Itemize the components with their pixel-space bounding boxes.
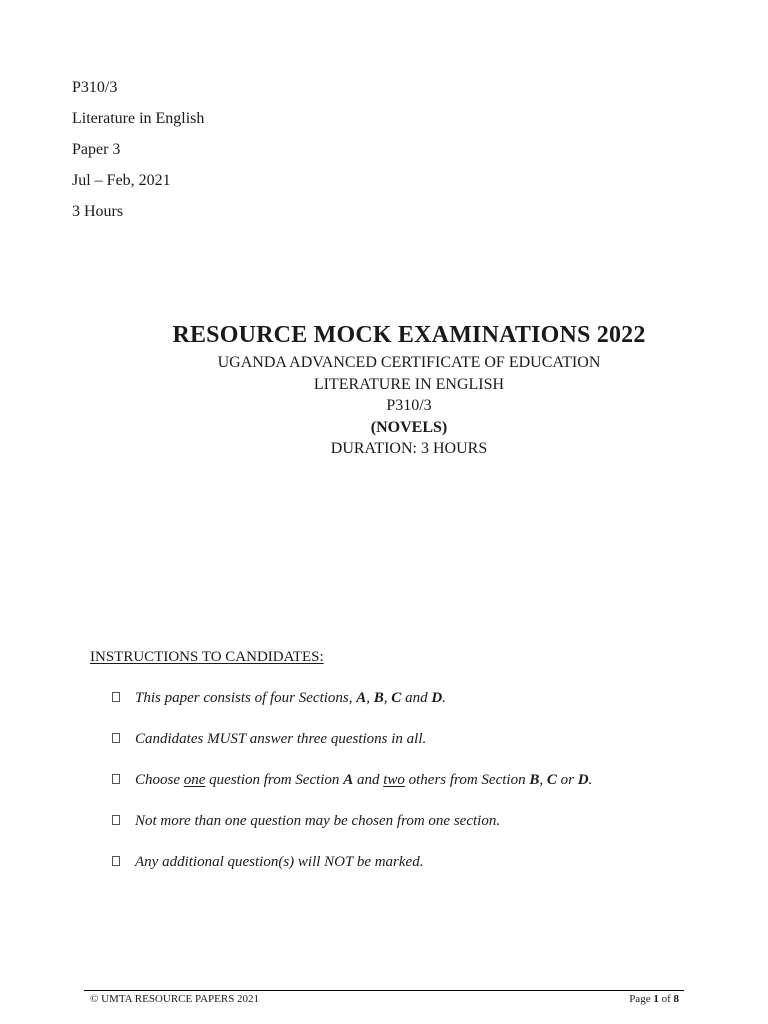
exam-subject: LITERATURE IN ENGLISH bbox=[313, 375, 505, 393]
footer-divider bbox=[84, 990, 684, 991]
instructions-section bbox=[90, 646, 593, 892]
instruction-text: Not more than one question may be chosen from one section. bbox=[135, 813, 501, 829]
bullet-box-icon bbox=[112, 692, 120, 702]
paper-header bbox=[72, 72, 204, 227]
instruction-item bbox=[90, 687, 446, 728]
paper-code: P310/3 bbox=[72, 79, 118, 96]
instruction-text: Any additional question(s) will NOT be marked. bbox=[135, 854, 424, 870]
instruction-item bbox=[90, 810, 501, 851]
exam-title: RESOURCE MOCK EXAMINATIONS 2022 bbox=[172, 322, 646, 348]
title-block bbox=[0, 318, 768, 460]
bullet-box-icon bbox=[112, 774, 120, 784]
instruction-text: Choose one question from Section A and two others from Section B, C or D. bbox=[135, 772, 593, 788]
bullet-box-icon bbox=[112, 856, 120, 866]
exam-board: UGANDA ADVANCED CERTIFICATE OF EDUCATION bbox=[217, 354, 601, 371]
instruction-item bbox=[90, 851, 424, 892]
bullet-box-icon bbox=[112, 733, 120, 743]
instruction-text: This paper consists of four Sections, A, B, C and D. bbox=[135, 690, 446, 706]
exam-code: P310/3 bbox=[386, 397, 432, 414]
instructions-heading: INSTRUCTIONS TO CANDIDATES: bbox=[90, 649, 324, 665]
page-number: Page 1 of 8 bbox=[629, 993, 679, 1005]
instruction-item bbox=[90, 769, 593, 810]
paper-duration: 3 Hours bbox=[72, 203, 124, 220]
paper-date: Jul – Feb, 2021 bbox=[72, 172, 171, 189]
instruction-text: Candidates MUST answer three questions in all. bbox=[135, 731, 427, 747]
exam-duration: DURATION: 3 HOURS bbox=[330, 440, 488, 457]
paper-number: Paper 3 bbox=[72, 141, 121, 158]
paper-subject: Literature in English bbox=[72, 110, 205, 127]
instruction-item bbox=[90, 728, 427, 769]
footer-copyright: © UMTA RESOURCE PAPERS 2021 bbox=[90, 993, 260, 1005]
bullet-box-icon bbox=[112, 815, 120, 825]
exam-paper-name: (NOVELS) bbox=[370, 418, 448, 436]
